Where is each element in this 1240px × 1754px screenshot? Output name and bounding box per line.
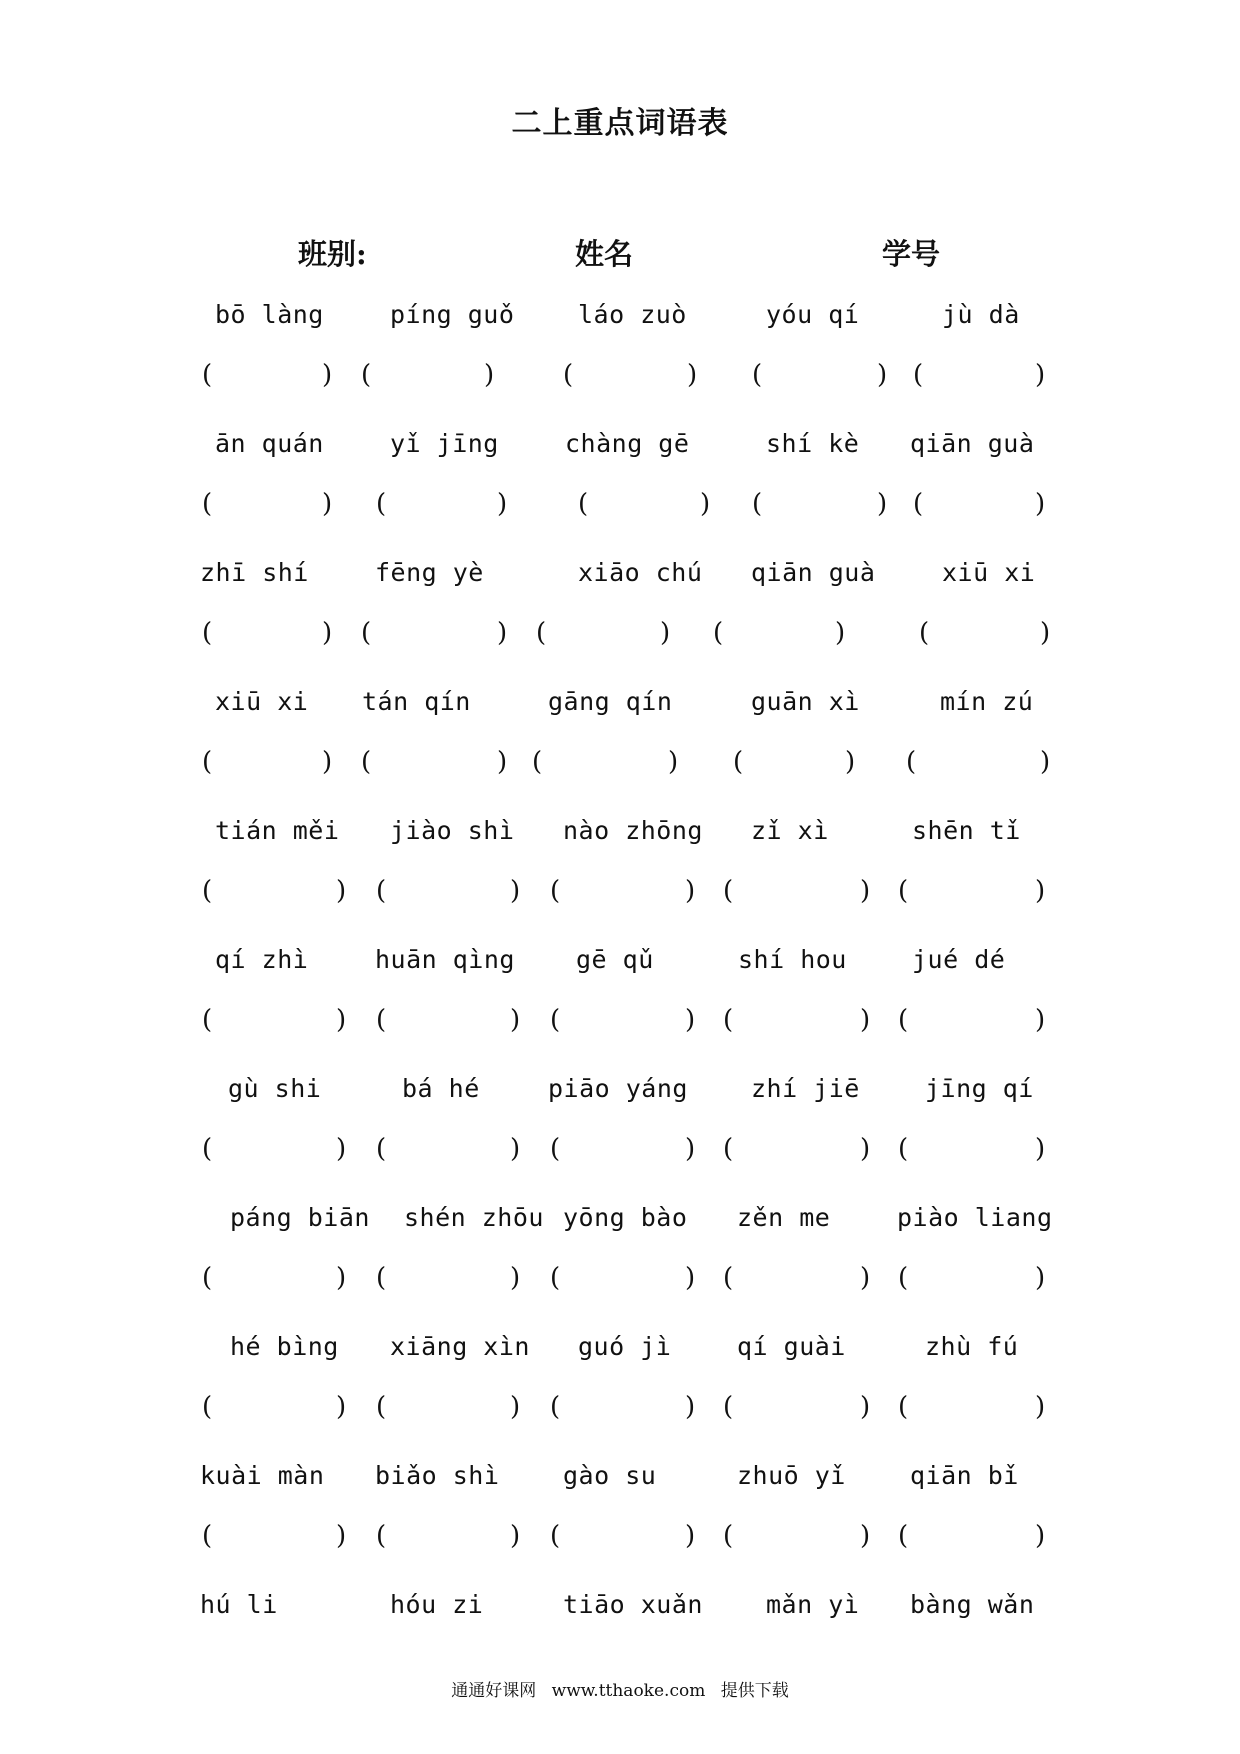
pinyin-word: bàng wǎn bbox=[910, 1590, 1035, 1619]
answer-blank-row bbox=[0, 491, 1240, 531]
close-bracket: ) bbox=[336, 1005, 347, 1035]
close-bracket: ) bbox=[700, 489, 711, 519]
pinyin-word: piào liang bbox=[897, 1203, 1053, 1232]
pinyin-row bbox=[0, 1332, 1240, 1372]
answer-blank-row bbox=[0, 1007, 1240, 1047]
close-bracket: ) bbox=[877, 360, 888, 390]
pinyin-row bbox=[0, 558, 1240, 598]
close-bracket: ) bbox=[1035, 1521, 1046, 1551]
close-bracket: ) bbox=[510, 1263, 521, 1293]
pinyin-word: xiū xi bbox=[215, 687, 309, 716]
close-bracket: ) bbox=[835, 618, 846, 648]
answer-blank-row bbox=[0, 1523, 1240, 1563]
answer-blank-row bbox=[0, 620, 1240, 660]
pinyin-word: yǐ jīng bbox=[390, 429, 499, 458]
open-bracket: ( bbox=[202, 360, 213, 390]
open-bracket: ( bbox=[202, 1134, 213, 1164]
footer-site-name: 通通好课网 bbox=[451, 1681, 537, 1701]
open-bracket: ( bbox=[376, 1392, 387, 1422]
open-bracket: ( bbox=[376, 1005, 387, 1035]
close-bracket: ) bbox=[1035, 876, 1046, 906]
answer-blank-row bbox=[0, 362, 1240, 402]
pinyin-row bbox=[0, 1461, 1240, 1501]
open-bracket: ( bbox=[578, 489, 589, 519]
pinyin-word: zhí jiē bbox=[751, 1074, 860, 1103]
pinyin-word: qiān bǐ bbox=[910, 1461, 1019, 1490]
pinyin-word: zěn me bbox=[737, 1203, 831, 1232]
pinyin-word: xiū xi bbox=[942, 558, 1036, 587]
pinyin-row bbox=[0, 1590, 1240, 1630]
close-bracket: ) bbox=[685, 1134, 696, 1164]
pinyin-word: fēng yè bbox=[375, 558, 484, 587]
pinyin-word: mín zú bbox=[940, 687, 1034, 716]
open-bracket: ( bbox=[906, 747, 917, 777]
pinyin-word: biǎo shì bbox=[375, 1461, 500, 1490]
pinyin-word: jué dé bbox=[912, 945, 1006, 974]
open-bracket: ( bbox=[723, 1263, 734, 1293]
close-bracket: ) bbox=[860, 1134, 871, 1164]
close-bracket: ) bbox=[336, 1134, 347, 1164]
open-bracket: ( bbox=[550, 1392, 561, 1422]
open-bracket: ( bbox=[532, 747, 543, 777]
close-bracket: ) bbox=[1035, 360, 1046, 390]
pinyin-word: kuài màn bbox=[200, 1461, 325, 1490]
open-bracket: ( bbox=[536, 618, 547, 648]
pinyin-row bbox=[0, 429, 1240, 469]
pinyin-word: gào su bbox=[563, 1461, 657, 1490]
close-bracket: ) bbox=[860, 1392, 871, 1422]
close-bracket: ) bbox=[860, 1005, 871, 1035]
pinyin-word: píng guǒ bbox=[390, 300, 515, 329]
pinyin-word: guān xì bbox=[751, 687, 860, 716]
pinyin-word: yōng bào bbox=[563, 1203, 688, 1232]
close-bracket: ) bbox=[877, 489, 888, 519]
pinyin-word: qiān guà bbox=[751, 558, 876, 587]
open-bracket: ( bbox=[913, 489, 924, 519]
pinyin-word: tán qín bbox=[362, 687, 471, 716]
pinyin-word: qí zhì bbox=[215, 945, 309, 974]
pinyin-word: yóu qí bbox=[766, 300, 860, 329]
pinyin-word: tián měi bbox=[215, 816, 340, 845]
close-bracket: ) bbox=[668, 747, 679, 777]
pinyin-word: zǐ xì bbox=[751, 816, 829, 845]
pinyin-word: bá hé bbox=[402, 1074, 480, 1103]
pinyin-word: nào zhōng bbox=[563, 816, 703, 845]
pinyin-word: jù dà bbox=[942, 300, 1020, 329]
open-bracket: ( bbox=[376, 1134, 387, 1164]
pinyin-word: chàng gē bbox=[565, 429, 690, 458]
pinyin-word: láo zuò bbox=[578, 300, 687, 329]
open-bracket: ( bbox=[202, 1392, 213, 1422]
open-bracket: ( bbox=[202, 489, 213, 519]
pinyin-word: shēn tǐ bbox=[912, 816, 1021, 845]
open-bracket: ( bbox=[361, 747, 372, 777]
pinyin-word: qí guài bbox=[737, 1332, 846, 1361]
answer-blank-row bbox=[0, 1265, 1240, 1305]
pinyin-word: gù shi bbox=[228, 1074, 322, 1103]
close-bracket: ) bbox=[660, 618, 671, 648]
open-bracket: ( bbox=[376, 489, 387, 519]
close-bracket: ) bbox=[1035, 1005, 1046, 1035]
close-bracket: ) bbox=[860, 1521, 871, 1551]
open-bracket: ( bbox=[898, 1134, 909, 1164]
open-bracket: ( bbox=[202, 876, 213, 906]
open-bracket: ( bbox=[913, 360, 924, 390]
open-bracket: ( bbox=[202, 1521, 213, 1551]
pinyin-word: jīng qí bbox=[925, 1074, 1034, 1103]
footer-note: 提供下载 bbox=[720, 1681, 789, 1701]
pinyin-word: zhù fú bbox=[925, 1332, 1019, 1361]
close-bracket: ) bbox=[685, 876, 696, 906]
open-bracket: ( bbox=[550, 1005, 561, 1035]
pinyin-word: tiāo xuǎn bbox=[563, 1590, 703, 1619]
open-bracket: ( bbox=[202, 747, 213, 777]
close-bracket: ) bbox=[510, 1005, 521, 1035]
pinyin-word: gē qǔ bbox=[576, 945, 654, 974]
pinyin-word: shí kè bbox=[766, 429, 860, 458]
close-bracket: ) bbox=[1035, 489, 1046, 519]
pinyin-word: mǎn yì bbox=[766, 1590, 860, 1619]
answer-blank-row bbox=[0, 749, 1240, 789]
pinyin-word: hé bìng bbox=[230, 1332, 339, 1361]
footer-url: www.tthaoke.com bbox=[551, 1681, 706, 1701]
open-bracket: ( bbox=[752, 489, 763, 519]
open-bracket: ( bbox=[361, 360, 372, 390]
pinyin-word: shén zhōu bbox=[404, 1203, 544, 1232]
pinyin-word: zhuō yǐ bbox=[737, 1461, 846, 1490]
pinyin-word: ān quán bbox=[215, 429, 324, 458]
close-bracket: ) bbox=[322, 618, 333, 648]
close-bracket: ) bbox=[322, 489, 333, 519]
answer-blank-row bbox=[0, 878, 1240, 918]
pinyin-row bbox=[0, 300, 1240, 340]
open-bracket: ( bbox=[898, 1263, 909, 1293]
answer-blank-row bbox=[0, 1394, 1240, 1434]
close-bracket: ) bbox=[510, 1392, 521, 1422]
close-bracket: ) bbox=[497, 489, 508, 519]
open-bracket: ( bbox=[723, 1521, 734, 1551]
open-bracket: ( bbox=[733, 747, 744, 777]
student-id-label: 学号 bbox=[882, 237, 941, 271]
pinyin-row bbox=[0, 945, 1240, 985]
open-bracket: ( bbox=[563, 360, 574, 390]
open-bracket: ( bbox=[919, 618, 930, 648]
pinyin-word: zhī shí bbox=[200, 558, 309, 587]
close-bracket: ) bbox=[845, 747, 856, 777]
close-bracket: ) bbox=[336, 1392, 347, 1422]
open-bracket: ( bbox=[202, 618, 213, 648]
open-bracket: ( bbox=[723, 1134, 734, 1164]
pinyin-word: gāng qín bbox=[548, 687, 673, 716]
close-bracket: ) bbox=[685, 1263, 696, 1293]
close-bracket: ) bbox=[497, 747, 508, 777]
open-bracket: ( bbox=[376, 876, 387, 906]
close-bracket: ) bbox=[687, 360, 698, 390]
close-bracket: ) bbox=[1040, 747, 1051, 777]
close-bracket: ) bbox=[336, 1521, 347, 1551]
pinyin-word: xiāng xìn bbox=[390, 1332, 530, 1361]
close-bracket: ) bbox=[685, 1392, 696, 1422]
open-bracket: ( bbox=[361, 618, 372, 648]
open-bracket: ( bbox=[723, 876, 734, 906]
close-bracket: ) bbox=[322, 360, 333, 390]
pinyin-row bbox=[0, 687, 1240, 727]
pinyin-word: hú li bbox=[200, 1590, 278, 1619]
close-bracket: ) bbox=[322, 747, 333, 777]
open-bracket: ( bbox=[376, 1521, 387, 1551]
pinyin-word: bō làng bbox=[215, 300, 324, 329]
page-title: 二上重点词语表 bbox=[511, 106, 729, 141]
open-bracket: ( bbox=[898, 1005, 909, 1035]
pinyin-row bbox=[0, 1074, 1240, 1114]
close-bracket: ) bbox=[510, 1134, 521, 1164]
open-bracket: ( bbox=[752, 360, 763, 390]
pinyin-word: qiān guà bbox=[910, 429, 1035, 458]
open-bracket: ( bbox=[550, 876, 561, 906]
open-bracket: ( bbox=[898, 1392, 909, 1422]
open-bracket: ( bbox=[202, 1263, 213, 1293]
close-bracket: ) bbox=[510, 876, 521, 906]
open-bracket: ( bbox=[898, 1521, 909, 1551]
close-bracket: ) bbox=[336, 876, 347, 906]
close-bracket: ) bbox=[484, 360, 495, 390]
pinyin-word: hóu zi bbox=[390, 1590, 484, 1619]
open-bracket: ( bbox=[723, 1005, 734, 1035]
open-bracket: ( bbox=[550, 1263, 561, 1293]
pinyin-word: piāo yáng bbox=[548, 1074, 688, 1103]
class-label: 班别: bbox=[298, 237, 367, 271]
open-bracket: ( bbox=[713, 618, 724, 648]
close-bracket: ) bbox=[1035, 1392, 1046, 1422]
open-bracket: ( bbox=[376, 1263, 387, 1293]
close-bracket: ) bbox=[510, 1521, 521, 1551]
close-bracket: ) bbox=[1035, 1134, 1046, 1164]
close-bracket: ) bbox=[685, 1005, 696, 1035]
close-bracket: ) bbox=[1040, 618, 1051, 648]
pinyin-word: páng biān bbox=[230, 1203, 370, 1232]
open-bracket: ( bbox=[202, 1005, 213, 1035]
open-bracket: ( bbox=[898, 876, 909, 906]
pinyin-word: shí hou bbox=[738, 945, 847, 974]
close-bracket: ) bbox=[860, 1263, 871, 1293]
pinyin-word: jiào shì bbox=[390, 816, 515, 845]
name-label: 姓名 bbox=[575, 237, 634, 271]
answer-blank-row bbox=[0, 1136, 1240, 1176]
close-bracket: ) bbox=[336, 1263, 347, 1293]
open-bracket: ( bbox=[723, 1392, 734, 1422]
pinyin-row bbox=[0, 816, 1240, 856]
pinyin-word: huān qìng bbox=[375, 945, 515, 974]
close-bracket: ) bbox=[685, 1521, 696, 1551]
pinyin-word: xiāo chú bbox=[578, 558, 703, 587]
pinyin-word: guó jì bbox=[578, 1332, 672, 1361]
pinyin-row bbox=[0, 1203, 1240, 1243]
close-bracket: ) bbox=[860, 876, 871, 906]
open-bracket: ( bbox=[550, 1521, 561, 1551]
close-bracket: ) bbox=[1035, 1263, 1046, 1293]
close-bracket: ) bbox=[497, 618, 508, 648]
open-bracket: ( bbox=[550, 1134, 561, 1164]
page-footer bbox=[0, 1676, 1240, 1701]
